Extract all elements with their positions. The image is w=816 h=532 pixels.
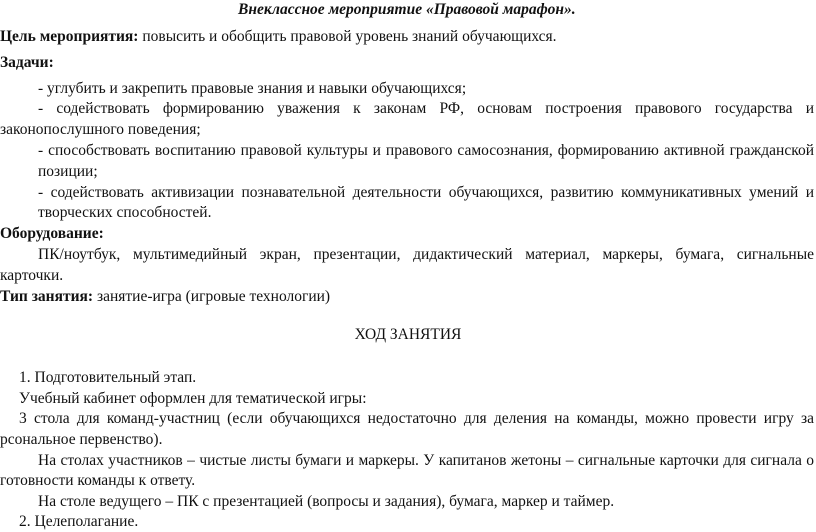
task-item-4-line-2: творческих способностей. — [38, 204, 212, 221]
paragraph-3-line-1: На столах участников – чистые листы бумаги и маркеры. У капитанов жетоны – сигнальные карточки для сигнала о — [38, 452, 814, 469]
paragraph-1: Учебный кабинет оформлен для тематической игры: — [19, 390, 367, 407]
equipment-label: Оборудование: — [0, 225, 104, 242]
task-item-1: - углубить и закрепить правовые знания и навыки обучающихся; — [38, 80, 467, 97]
lesson-type-text: занятие-игра (игровые технологии) — [93, 288, 331, 305]
tasks-label: Задачи: — [0, 54, 54, 71]
goal-text: повысить и обобщить правовой уровень знаний обучающихся. — [138, 28, 557, 45]
section-heading: ХОД ЗАНЯТИЯ — [354, 326, 462, 343]
document-title: Внеклассное мероприятие «Правовой марафон». — [238, 1, 576, 18]
task-item-2-line-1: - содействовать формированию уважения к законам РФ, основам построения правового государства и — [38, 100, 814, 117]
equipment-line-1: ПК/ноутбук, мультимедийный экран, презентации, дидактический материал, маркеры, бумага, сигнальные — [38, 246, 814, 263]
task-item-3-line-1: - способствовать воспитанию правовой культуры и правового самосознания, формированию активной гражданской — [38, 142, 814, 159]
task-item-4-line-1: - содействовать активизации познавательной деятельности обучающихся, развитию коммуникативных умений и — [38, 184, 814, 201]
lesson-type-label: Тип занятия: — [0, 288, 94, 305]
equipment-line-2: карточки. — [0, 267, 64, 284]
task-item-2-line-2: законопослушного поведения; — [0, 121, 201, 138]
goal-line — [0, 27, 557, 47]
paragraph-2-line-1: 3 стола для команд-участниц (если обучающихся недостаточно для деления на команды, можно провести игру за — [19, 410, 814, 427]
step-1: 1. Подготовительный этап. — [19, 369, 197, 386]
task-item-3-line-2: позиции; — [38, 163, 98, 180]
paragraph-4: На столе ведущего – ПК с презентацией (вопросы и задания), бумага, маркер и таймер. — [38, 493, 615, 510]
lesson-type-line — [0, 287, 330, 307]
paragraph-2-line-2: рсональное первенство). — [0, 431, 163, 448]
goal-label: Цель мероприятия: — [0, 28, 139, 45]
step-2: 2. Целеполагание. — [19, 513, 139, 530]
paragraph-3-line-2: готовности команды к ответу. — [0, 472, 196, 489]
